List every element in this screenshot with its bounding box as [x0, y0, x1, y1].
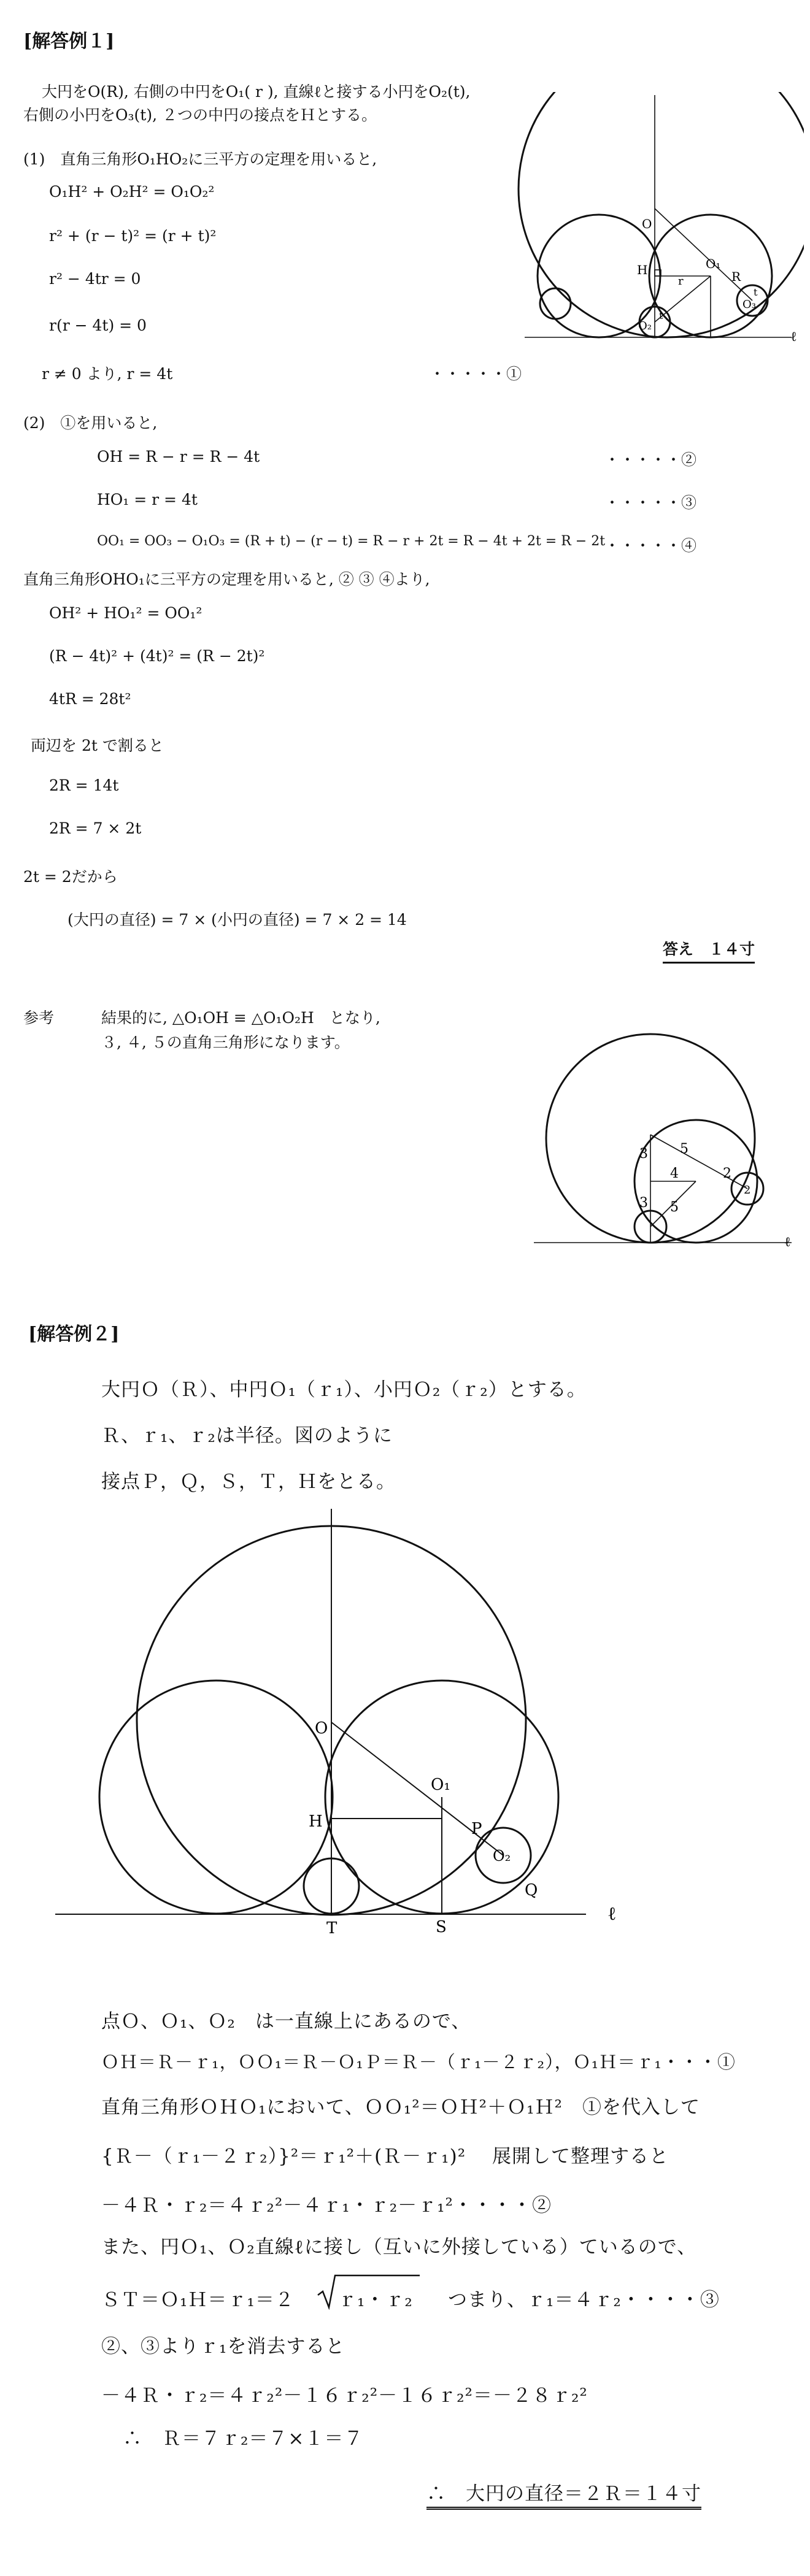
part2-eq6: 4tR = 28t²	[49, 690, 131, 708]
part2-eq7: 2R = 14t	[49, 776, 119, 794]
ex2-step-7a: ＳＴ＝Ｏ₁Ｈ＝ｒ₁＝２	[101, 2289, 295, 2311]
ex2-line-3: 接点Ｐ，Ｑ，Ｓ，Ｔ，Ｈをとる。	[101, 1471, 396, 1493]
fig3-label-T: T	[326, 1919, 338, 1938]
fig1-label-H: H	[637, 263, 648, 277]
part1-eq1: O₁H² + O₂H² = O₁O₂²	[49, 183, 215, 201]
fig1-label-O2: O₂	[638, 320, 652, 332]
fig3-label-H: H	[309, 1812, 323, 1831]
fig2-label-l: ℓ	[784, 1235, 791, 1250]
part1-eq2: r² + (r − t)² = (r + t)²	[49, 227, 217, 245]
fig3-label-O2: O₂	[493, 1847, 511, 1865]
fig3-label-P: P	[471, 1820, 482, 1838]
mark-3: ・・・・・③	[604, 494, 697, 512]
fig1-label-R: R	[731, 269, 741, 284]
part2-final: (大円の直径) = 7 × (小円の直径) = 7 × 2 = 14	[68, 911, 407, 929]
reference-line-2: ３, ４, ５の直角三角形になります。	[101, 1033, 350, 1051]
fig1-label-O: O	[642, 217, 652, 231]
fig2-label-5b: 5	[670, 1200, 679, 1215]
fig1-label-t2: t	[754, 286, 758, 298]
ex2-step-6: また、円Ｏ₁、Ｏ₂直線ℓに接し（互いに外接している）ているので、	[101, 2236, 697, 2258]
mark-1: ・・・・・①	[430, 365, 522, 383]
part2-eq1: OH = R − r = R − 4t	[97, 448, 260, 466]
part2-divide: 両辺を 2t で割ると	[31, 737, 164, 754]
part1-heading: (1) 直角三角形O₁HO₂に三平方の定理を用いると,	[23, 150, 377, 168]
fig3-label-S: S	[436, 1918, 447, 1936]
part2-eq3: OO₁ = OO₃ − O₁O₃ = (R + t) − (r − t) = R − r + 2t = R − 4t + 2t = R − 2t	[97, 534, 606, 549]
fig1-label-l: ℓ	[790, 329, 797, 345]
part2-eq4: OH² + HO₁² = OO₁²	[49, 604, 202, 622]
ex2-step-3: 直角三角形ＯＨＯ₁において、ＯＯ₁²＝ＯＨ²＋Ｏ₁Ｈ² ①を代入して	[101, 2096, 700, 2118]
fig3-label-Q: Q	[525, 1881, 538, 1899]
ex2-step-7b: ｒ₁・ｒ₂	[338, 2289, 413, 2311]
ex2-step-7c: つまり、ｒ₁＝４ｒ₂・・・・③	[448, 2289, 720, 2311]
ex2-answer: ∴ 大円の直径＝２Ｒ＝１４寸	[426, 2478, 701, 2510]
fig1-label-r: r	[678, 275, 684, 288]
figure-2-diagram	[515, 1030, 798, 1251]
fig3-label-l: ℓ	[608, 1903, 617, 1925]
ex2-line-2: Ｒ、ｒ₁、ｒ₂は半径。図のように	[101, 1425, 393, 1447]
part2-t: 2t = 2だから	[23, 868, 118, 886]
part2-eq8: 2R = 7 × 2t	[49, 819, 142, 837]
fig2-label-2: 2	[723, 1166, 731, 1181]
mark-2: ・・・・・②	[604, 451, 697, 469]
fig2-label-5a: 5	[680, 1141, 688, 1157]
part1-eq3: r² − 4tr = 0	[49, 270, 141, 288]
part2-eq5: (R − 4t)² + (4t)² = (R − 2t)²	[49, 647, 265, 665]
mark-4: ・・・・・④	[604, 537, 697, 554]
part2-heading: (2) ①を用いると,	[23, 414, 158, 432]
fig2-label-4: 4	[670, 1166, 679, 1181]
answer-1: 答え １４寸	[663, 937, 755, 964]
section-title-1: [解答例１]	[23, 31, 115, 52]
fig3-label-O1: O₁	[431, 1776, 450, 1794]
part1-eq4: r(r − 4t) = 0	[49, 316, 147, 334]
part2-eq2: HO₁ = r = 4t	[97, 491, 198, 508]
ex2-step-10: ∴ Ｒ＝７ｒ₂＝７×１＝７	[123, 2428, 364, 2450]
intro-line-2: 右側の小円をO₃(t), ２つの中円の接点をＨとする。	[23, 106, 377, 124]
fig1-label-O1: O₁	[706, 256, 721, 271]
reference-label: 参考	[23, 1009, 55, 1027]
fig2-label-3b: 3	[639, 1195, 648, 1211]
figure-1-diagram	[509, 92, 804, 356]
ex2-step-8: ②、③よりｒ₁を消去すると	[101, 2336, 345, 2358]
figure-3-diagram	[49, 1503, 638, 1944]
ex2-step-9: －４Ｒ・ｒ₂＝４ｒ₂²－１６ｒ₂²－１６ｒ₂²＝－２８ｒ₂²	[101, 2385, 588, 2407]
fig2-label-2b: 2	[744, 1184, 751, 1197]
part2-line: 直角三角形OHO₁に三平方の定理を用いると, ② ③ ④より,	[23, 570, 430, 588]
section-title-2: [解答例２]	[28, 1324, 120, 1345]
ex2-step-1: 点Ｏ、Ｏ₁、Ｏ₂ は一直線上にあるので、	[101, 2011, 471, 2033]
fig2-label-3a: 3	[639, 1146, 648, 1162]
reference-line-1: 結果的に, △O₁OH ≡ △O₁O₂H となり,	[101, 1009, 380, 1027]
ex2-line-1: 大円Ｏ（Ｒ）、中円Ｏ₁（ｒ₁）、小円Ｏ₂（ｒ₂）とする。	[101, 1379, 587, 1401]
fig1-label-O3: O₃	[742, 298, 756, 311]
ex2-step-2: ＯＨ＝Ｒ－ｒ₁，ＯＯ₁＝Ｒ－Ｏ₁Ｐ＝Ｒ－（ｒ₁－２ｒ₂），Ｏ₁Ｈ＝ｒ₁・・・①	[101, 2052, 736, 2072]
part1-eq5: r ≠ 0 より, r = 4t	[42, 365, 173, 383]
ex2-step-4: {Ｒ－（ｒ₁－２ｒ₂）}²＝ｒ₁²＋(Ｒ－ｒ₁)² 展開して整理すると	[101, 2145, 669, 2168]
ex2-step-5: －４Ｒ・ｒ₂＝４ｒ₂²－４ｒ₁・ｒ₂－ｒ₁²・・・・②	[101, 2195, 552, 2217]
intro-line-1: 大円をO(R), 右側の中円をO₁( r ), 直線ℓと接する小円をO₂(t),	[42, 83, 471, 101]
fig1-label-t1: t	[659, 310, 663, 321]
fig3-label-O: O	[315, 1719, 328, 1738]
